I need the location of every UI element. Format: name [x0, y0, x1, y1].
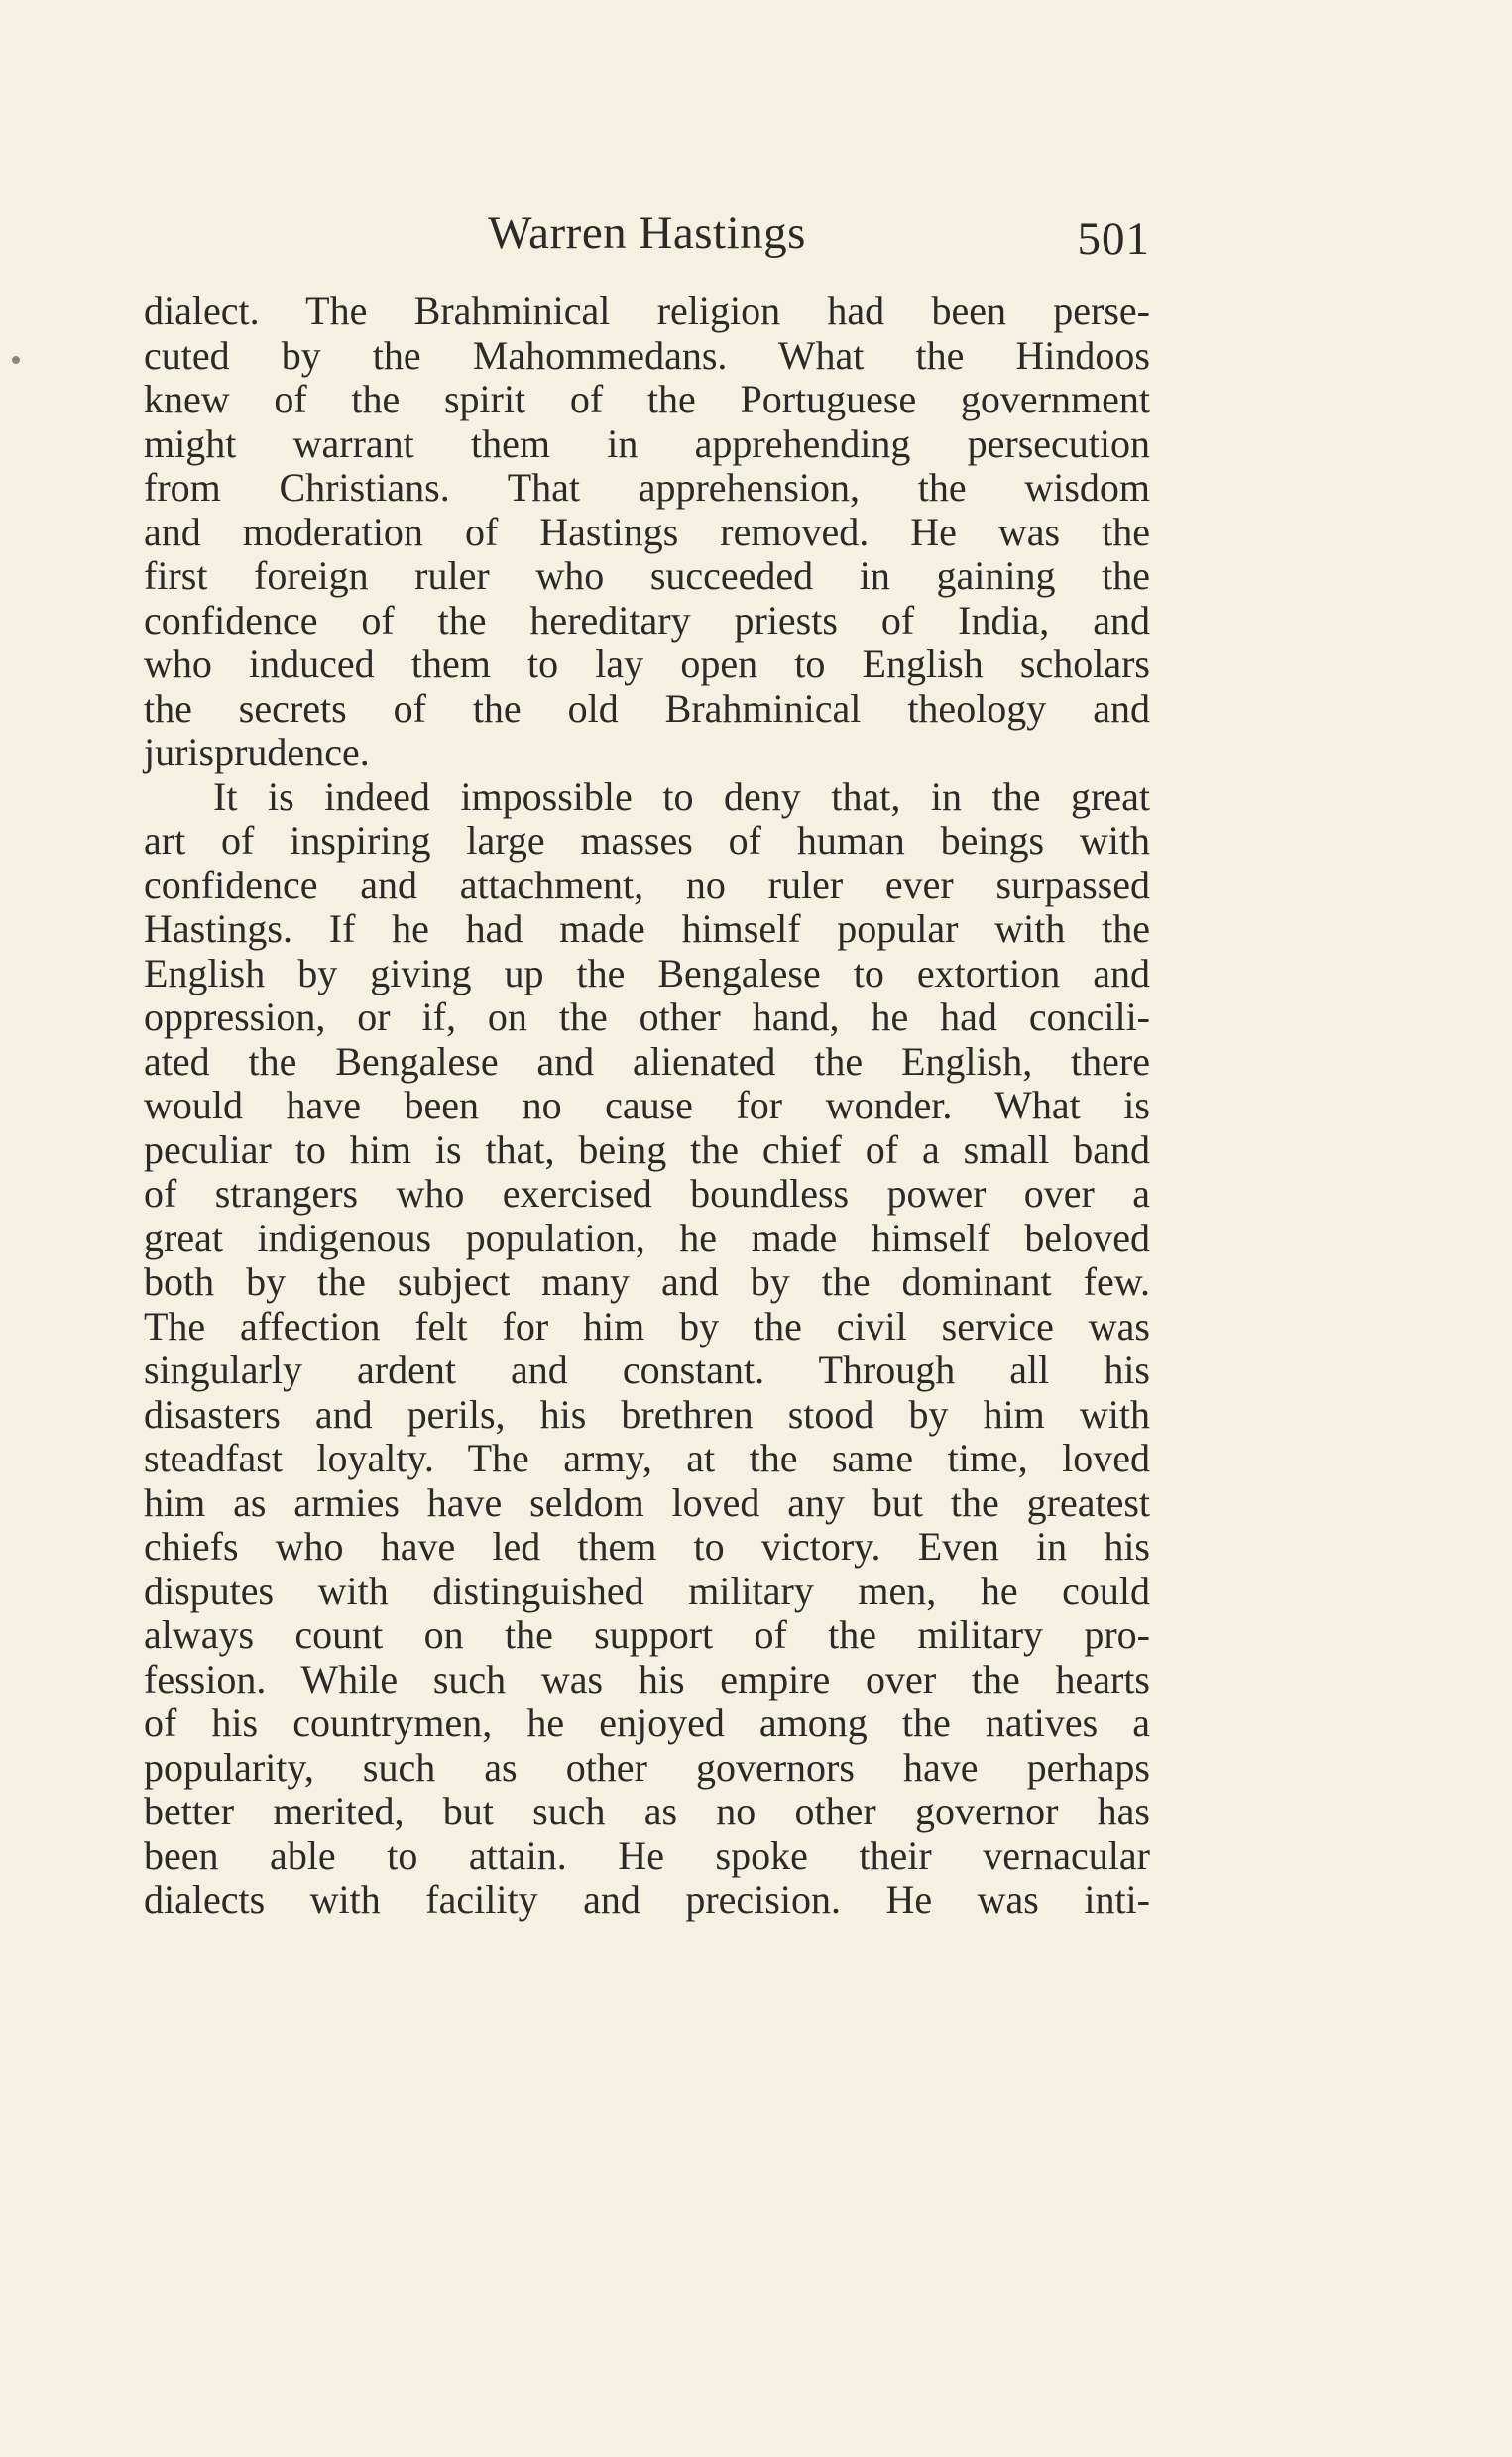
text-line: English by giving up the Bengalese to extortion and: [144, 950, 1150, 995]
text-line: cuted by the Mahommedans. What the Hindoos: [144, 332, 1150, 378]
body-text: [144, 290, 1150, 1923]
text-line: jurisprudence.: [144, 730, 370, 774]
text-line: Hastings. If he had made himself popular with the: [144, 906, 1150, 951]
text-line: of strangers who exercised boundless power over a: [144, 1171, 1150, 1216]
text-line: dialects with facility and precision. He was inti-: [144, 1877, 1150, 1922]
text-line: knew of the spirit of the Portuguese government: [144, 377, 1150, 421]
text-line: ated the Bengalese and alienated the English, there: [144, 1038, 1150, 1084]
text-line: might warrant them in apprehending persecution: [144, 420, 1150, 466]
running-head: Warren Hastings: [488, 207, 806, 259]
text-line: and moderation of Hastings removed. He was the: [144, 509, 1150, 554]
page-header: [144, 198, 1150, 268]
text-line: would have been no cause for wonder. What is: [144, 1083, 1150, 1127]
text-line: first foreign ruler who succeeded in gaining the: [144, 553, 1150, 598]
text-line: It is indeed impossible to deny that, in the great: [213, 773, 1150, 819]
text-line: always count on the support of the military pro-: [144, 1612, 1150, 1657]
text-line: great indigenous population, he made himself beloved: [144, 1215, 1150, 1260]
text-line: both by the subject many and by the dominant few.: [144, 1259, 1150, 1304]
text-line: the secrets of the old Brahminical theology and: [144, 685, 1150, 731]
margin-mark: [12, 356, 20, 364]
text-line: been able to attain. He spoke their vernacular: [144, 1832, 1150, 1878]
text-line: of his countrymen, he enjoyed among the natives a: [144, 1700, 1150, 1745]
text-line: better merited, but such as no other governor has: [144, 1789, 1150, 1833]
text-line: steadfast loyalty. The army, at the same time, loved: [144, 1436, 1150, 1480]
text-line: popularity, such as other governors have perhaps: [144, 1744, 1150, 1790]
text-line: dialect. The Brahminical religion had been perse-: [144, 289, 1150, 333]
text-line: confidence of the hereditary priests of India, and: [144, 597, 1150, 643]
text-line: oppression, or if, on the other hand, he had concili-: [144, 994, 1150, 1039]
text-line: art of inspiring large masses of human beings with: [144, 818, 1150, 863]
text-line: chiefs who have led them to victory. Even in his: [144, 1524, 1150, 1569]
text-line: him as armies have seldom loved any but the greatest: [144, 1479, 1150, 1525]
text-line: peculiar to him is that, being the chief of a small band: [144, 1126, 1150, 1172]
text-line: fession. While such was his empire over the hearts: [144, 1656, 1150, 1701]
text-line: disputes with distinguished military men, he could: [144, 1568, 1150, 1613]
text-line: from Christians. That apprehension, the wisdom: [144, 465, 1150, 510]
text-line: singularly ardent and constant. Through all his: [144, 1347, 1150, 1392]
text-line: disasters and perils, his brethren stood by him with: [144, 1391, 1150, 1437]
text-line: who induced them to lay open to English scholars: [144, 642, 1150, 686]
page-number: 501: [1077, 213, 1150, 265]
text-line: The affection felt for him by the civil service was: [144, 1303, 1150, 1348]
text-line: confidence and attachment, no ruler ever surpassed: [144, 862, 1150, 907]
